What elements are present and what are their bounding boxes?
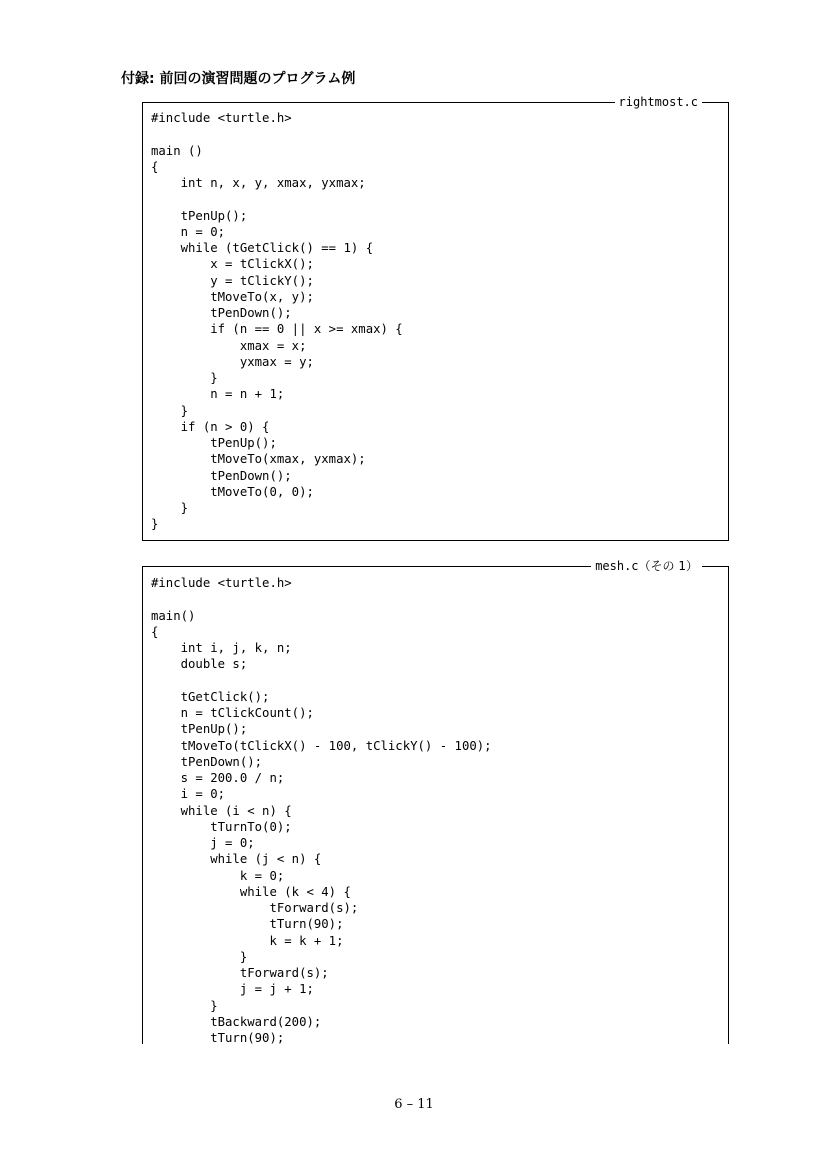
code-line: if (n == 0 || x >= xmax) {: [151, 322, 403, 337]
code-line: tPenUp();: [151, 722, 248, 737]
code-line: s = 200.0 / n;: [151, 771, 285, 785]
code-line: tPenUp();: [151, 208, 248, 223]
code-line: #include <turtle.h>: [151, 576, 292, 590]
code-line: tMoveTo(x, y);: [151, 289, 314, 304]
code-line: }: [151, 949, 248, 964]
listing-filename-label: [615, 93, 702, 111]
code-line: }: [151, 501, 189, 515]
code-line: tMoveTo(xmax, yxmax);: [151, 452, 366, 467]
listing-filename: rightmost.c: [618, 95, 698, 109]
code-line: [151, 673, 492, 689]
code-line: tGetClick();: [151, 689, 270, 704]
code-line: x = tClickX();: [151, 257, 314, 272]
code-line: tPenDown();: [151, 754, 263, 769]
code-listing-mesh: [142, 559, 729, 1045]
code-line: while (tGetClick() == 1) {: [151, 241, 374, 255]
code-line: tTurn(90);: [151, 917, 344, 932]
code-line: tTurnTo(0);: [151, 819, 292, 834]
code-line: while (k < 4) {: [151, 884, 351, 899]
code-line: }: [151, 517, 159, 532]
code-line: j = j + 1;: [151, 982, 314, 997]
code-line: [151, 191, 403, 207]
code-line: tTurn(90);: [151, 1031, 285, 1045]
code-line: tForward(s);: [151, 966, 329, 980]
code-line: n = n + 1;: [151, 387, 285, 402]
code-line: k = 0;: [151, 868, 285, 883]
code-line: k = k + 1;: [151, 933, 344, 948]
code-line: double s;: [151, 657, 248, 672]
code-line: if (n > 0) {: [151, 419, 270, 434]
code-line: n = 0;: [151, 224, 226, 239]
code-line: j = 0;: [151, 836, 255, 850]
page-number: 6 – 11: [394, 1097, 434, 1112]
code-block: [151, 575, 492, 1046]
section-title: 付録: 前回の演習問題のプログラム例: [121, 71, 356, 87]
code-line: }: [151, 371, 218, 385]
code-line: tPenDown();: [151, 306, 292, 320]
code-line: i = 0;: [151, 787, 226, 802]
code-line: while (i < n) {: [151, 803, 292, 818]
code-line: tMoveTo(0, 0);: [151, 484, 314, 499]
code-line: }: [151, 403, 189, 418]
code-line: [151, 591, 492, 607]
listing-filename-label: [591, 557, 702, 575]
code-line: n = tClickCount();: [151, 706, 314, 720]
code-line: tPenUp();: [151, 436, 277, 450]
listing-filename: mesh.c: [595, 559, 639, 573]
code-line: tPenDown();: [151, 468, 292, 483]
code-line: }: [151, 998, 218, 1013]
listing-filename-suffix: （その 1）: [638, 559, 698, 573]
code-line: int i, j, k, n;: [151, 641, 292, 655]
code-line: tBackward(200);: [151, 1014, 322, 1029]
code-line: tForward(s);: [151, 901, 359, 915]
code-line: #include <turtle.h>: [151, 111, 292, 125]
code-line: int n, x, y, xmax, yxmax;: [151, 176, 366, 190]
code-line: {: [151, 159, 159, 174]
code-line: tMoveTo(tClickX() - 100, tClickY() - 100);: [151, 738, 492, 753]
code-line: {: [151, 624, 159, 639]
code-line: while (j < n) {: [151, 852, 322, 867]
code-block: [151, 110, 403, 533]
code-line: xmax = x;: [151, 338, 307, 353]
code-line: main (): [151, 143, 203, 158]
code-line: yxmax = y;: [151, 354, 314, 369]
code-line: main(): [151, 608, 196, 623]
code-listing-rightmost: [142, 95, 729, 541]
code-line: y = tClickY();: [151, 273, 314, 288]
code-line: [151, 126, 403, 142]
